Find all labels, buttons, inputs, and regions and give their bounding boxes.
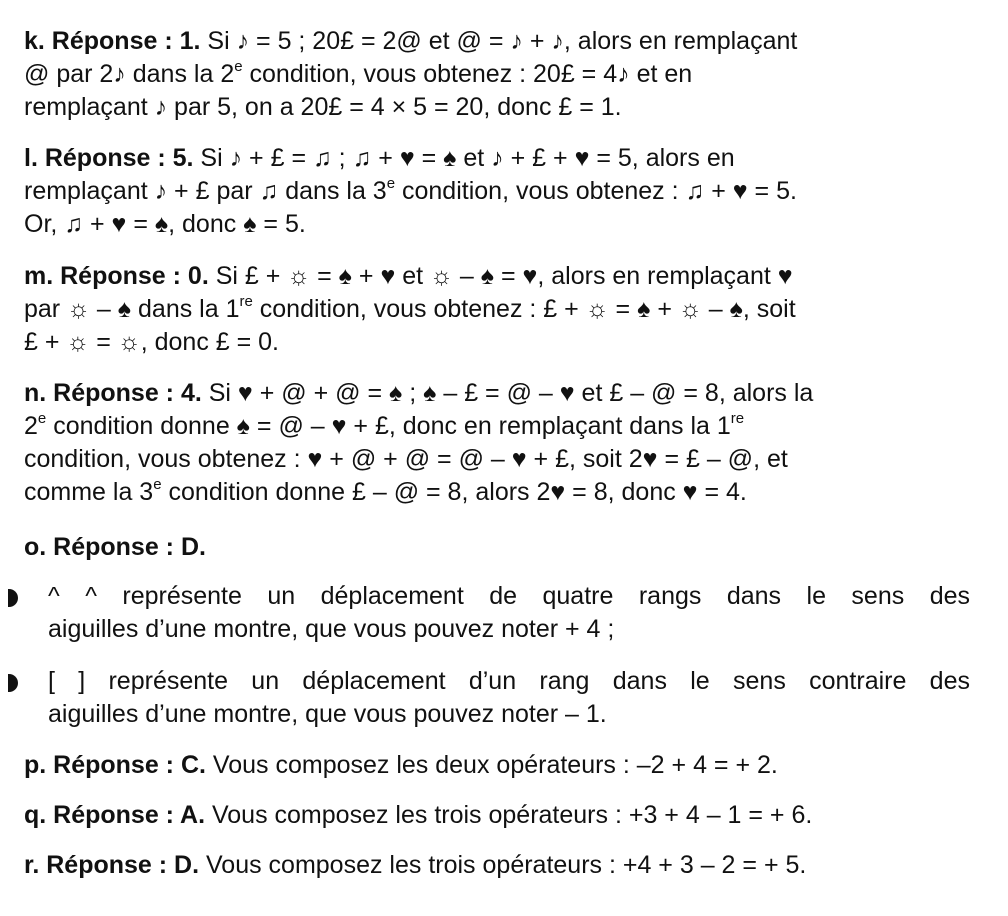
answer-m-line2b: condition, vous obtenez : £ + ☼ = ♠ + ☼ – ♠, soit — [252, 295, 796, 323]
answer-n-sup2: re — [730, 409, 745, 427]
answer-r-text: Vous composez les trois opérateurs : +4 + 3 – 2 = + 5. — [199, 851, 807, 879]
answer-n-line4b: condition donne £ – @ = 8, alors 2♥ = 8, donc ♥ = 4. — [161, 478, 747, 506]
answer-o-heading: o. Réponse : D. — [24, 533, 206, 561]
bullet-item-line1: ^ ^ représente un déplacement de quatre rangs dans le sens des — [48, 582, 970, 610]
answer-n-heading: n. Réponse : 4. — [24, 379, 202, 407]
answer-p — [24, 749, 976, 782]
answer-q-heading: q. Réponse : A. — [24, 801, 206, 829]
answer-l-line2b: condition, vous obtenez : ♫ + ♥ = 5. — [395, 177, 797, 205]
answer-l-line1: Si ♪ + £ = ♫ ; ♫ + ♥ = ♠ et ♪ + £ + ♥ = 5, alors en — [193, 144, 735, 172]
answer-n-line2b: condition donne ♠ = @ – ♥ + £, donc en remplaçant dans la 1 — [46, 412, 731, 440]
bullet-icon — [8, 674, 18, 692]
answer-l — [24, 142, 976, 241]
answer-n-line3: condition, vous obtenez : ♥ + @ + @ = @ – ♥ + £, soit 2♥ = £ – @, et — [24, 445, 788, 473]
answer-o — [24, 531, 976, 564]
answer-m-line1: Si £ + ☼ = ♠ + ♥ et ☼ – ♠ = ♥, alors en remplaçant ♥ — [208, 262, 793, 290]
answer-p-text: Vous composez les deux opérateurs : –2 + 4 = + 2. — [205, 751, 778, 779]
answer-m — [24, 260, 976, 359]
answer-m-heading: m. Réponse : 0. — [24, 262, 209, 290]
answer-r-heading: r. Réponse : D. — [24, 851, 200, 879]
answer-n — [24, 377, 976, 509]
answer-n-line2a: 2 — [24, 412, 38, 440]
answer-m-line3: £ + ☼ = ☼, donc £ = 0. — [24, 328, 280, 356]
bullet-item — [48, 665, 970, 731]
answer-m-line2a: par ☼ – ♠ dans la 1 — [24, 295, 240, 323]
answer-n-line1: Si ♥ + @ + @ = ♠ ; ♠ – £ = @ – ♥ et £ – @ = 8, alors la — [201, 379, 814, 407]
bullet-icon — [8, 589, 18, 607]
bullet-item-line2: aiguilles d’une montre, que vous pouvez noter + 4 ; — [48, 615, 615, 643]
bullet-item — [48, 580, 970, 646]
bullet-item-line1: [ ] représente un déplacement d’un rang dans le sens contraire des — [48, 667, 970, 695]
answer-l-heading: l. Réponse : 5. — [24, 144, 194, 172]
answer-l-line2a: remplaçant ♪ + £ par ♫ dans la 3 — [24, 177, 387, 205]
answer-q-text: Vous composez les trois opérateurs : +3 + 4 – 1 = + 6. — [205, 801, 813, 829]
answer-q — [24, 799, 976, 832]
answer-n-sup: e — [37, 409, 47, 427]
answer-n-line4a: comme la 3 — [24, 478, 154, 506]
answer-k-line3: remplaçant ♪ par 5, on a 20£ = 4 × 5 = 20, donc £ = 1. — [24, 93, 622, 121]
answer-k-line2b: condition, vous obtenez : 20£ = 4♪ et en — [242, 60, 693, 88]
answer-k — [24, 25, 976, 124]
answer-k-line1: Si ♪ = 5 ; 20£ = 2@ et @ = ♪ + ♪, alors en remplaçant — [200, 27, 798, 55]
answer-l-sup: e — [386, 174, 396, 192]
answer-l-line3: Or, ♫ + ♥ = ♠, donc ♠ = 5. — [24, 210, 306, 238]
bullet-item-line2: aiguilles d’une montre, que vous pouvez noter – 1. — [48, 700, 607, 728]
answer-n-sup3: e — [153, 475, 162, 493]
answer-k-line2a: @ par 2♪ dans la 2 — [24, 60, 235, 88]
answer-k-sup: e — [234, 57, 243, 75]
answer-r — [24, 849, 976, 882]
answer-k-heading: k. Réponse : 1. — [24, 27, 201, 55]
answer-m-sup: re — [239, 292, 253, 310]
answer-p-heading: p. Réponse : C. — [24, 751, 206, 779]
